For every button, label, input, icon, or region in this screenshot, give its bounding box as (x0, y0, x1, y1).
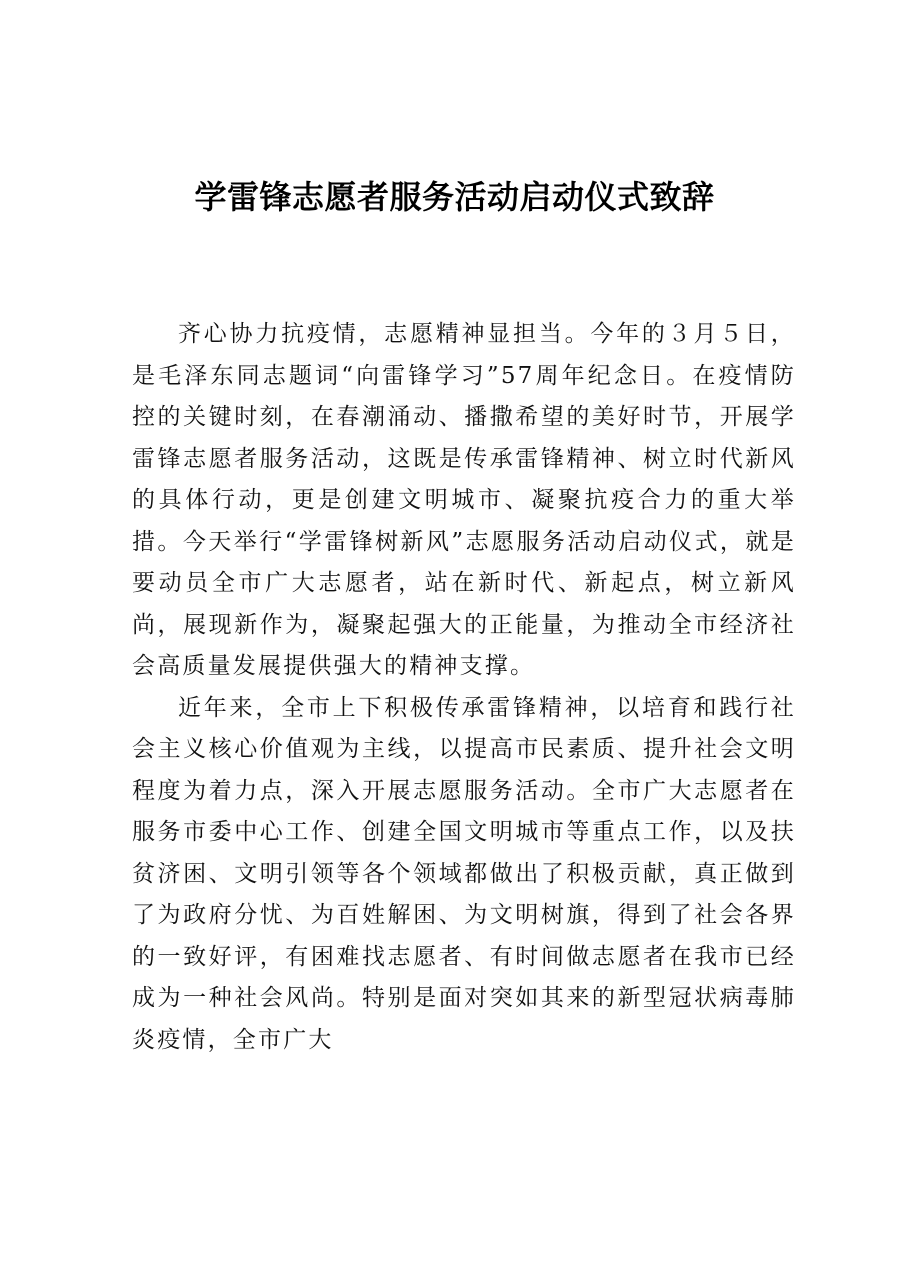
paragraph: 齐心协力抗疫情，志愿精神显担当。今年的３月５日，是毛泽东同志题词“向雷锋学习”57周年纪念日。在疫情防控的关键时刻，在春潮涌动、播撒希望的美好时节，开展学雷锋志愿者服务活动，这既是传承雷锋精神、树立时代新风的具体行动，更是创建文明城市、凝聚抗疫合力的重大举措。今天举行“学雷锋树新风”志愿服务活动启动仪式，就是要动员全市广大志愿者，站在新时代、新起点，树立新风尚，展现新作为，凝聚起强大的正能量，为推动全市经济社会高质量发展提供强大的精神支撑。 (132, 321, 796, 679)
document-body (132, 314, 796, 1061)
paragraph: 近年来，全市上下积极传承雷锋精神，以培育和践行社会主义核心价值观为主线，以提高市民素质、提升社会文明程度为着力点，深入开展志愿服务活动。全市广大志愿者在服务市委中心工作、创建全国文明城市等重点工作，以及扶贫济困、文明引领等各个领域都做出了积极贡献，真正做到了为政府分忧、为百姓解困、为文明树旗，得到了社会各界的一致好评，有困难找志愿者、有时间做志愿者在我市已经成为一种社会风尚。特别是面对突如其来的新型冠状病毒肺炎疫情，全市广大 (132, 694, 796, 1053)
document-title: 学雷锋志愿者服务活动启动仪式致辞 (194, 178, 715, 216)
